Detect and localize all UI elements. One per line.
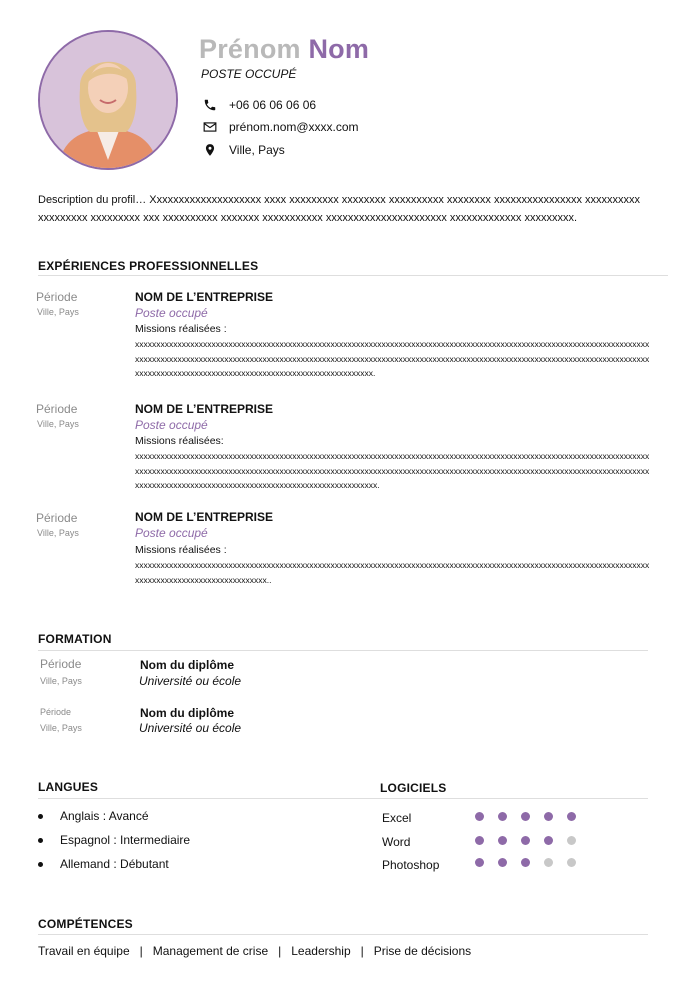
email-address: prénom.nom@xxxx.com <box>229 120 359 134</box>
language-item <box>38 833 190 847</box>
full-name <box>199 34 369 65</box>
software-rating <box>475 836 590 845</box>
rating-dot-filled <box>521 836 530 845</box>
contact-phone <box>203 98 316 112</box>
skills-title: COMPÉTENCES <box>38 917 133 931</box>
map-pin-icon <box>203 143 217 157</box>
bullet-icon <box>38 814 43 819</box>
period: Période <box>40 657 82 671</box>
company-name: NOM DE L’ENTREPRISE <box>135 510 274 524</box>
last-name: Nom <box>308 34 370 64</box>
company-name: NOM DE L’ENTREPRISE <box>135 290 274 304</box>
language-text: Espagnol : Intermediaire <box>60 833 191 847</box>
skills-divider <box>38 934 648 935</box>
bullet-icon <box>38 862 43 867</box>
position: Poste occupé <box>135 306 208 320</box>
rating-dot-filled <box>544 836 553 845</box>
school-name: Université ou école <box>139 721 242 735</box>
phone-icon <box>203 98 217 112</box>
language-text: Anglais : Avancé <box>60 809 149 823</box>
rating-dot-empty <box>567 858 576 867</box>
rating-dot-empty <box>544 858 553 867</box>
company-name: NOM DE L’ENTREPRISE <box>135 402 274 416</box>
rating-dot-filled <box>498 812 507 821</box>
languages-divider <box>38 798 648 799</box>
rating-dot-filled <box>498 836 507 845</box>
rating-dot-filled <box>475 836 484 845</box>
missions-text: xxxxxxxxxxxxxxxxxxxxxxxxxxxxxxxxxxxxxxxxxxxxxxxxxxxxxxxxxxxxxxxxxxxxxxxxxxxxxxxxxxxxxxxxxxxxxxxxxxxxxxxxxxxxxxxxxxxxxxxxxxxxxxxxxxxxxxxxxxxxxxxxxxxxxxxxxxxxxxxxxxxxxxxxxxxxxxxxxxxxxxxxxxxxxxxxxxxxxxxxxxxxxxxxxxxxxxxxxxxxxxxxxxxxxxxxxxxxxxxxxxxxxxxxxxxxxxxxxxxxxxxxxxxxxxxxxxxxxxxxxxxxxxxxxxxxxxxxxx. <box>135 339 650 378</box>
period: Période <box>36 290 78 304</box>
profile-description: Description du profil… Xxxxxxxxxxxxxxxxxxxx xxxx xxxxxxxxx xxxxxxxx xxxxxxxxxx xxxxxxxx xxxxxxxxxxxxxxxx xxxxxxxxxx xxxxxxxxx xxxxxxxxx xxx xxxxxxxxxx xxxxxxx xxxxxxxxxxx xxxxxxxxxxxxxxxxxxxxxx xxxxxxxxxxxxx xxxxxxxxx. <box>38 194 640 224</box>
city: Ville, Pays <box>40 723 82 733</box>
software-name: Photoshop <box>382 858 440 872</box>
language-text: Allemand : Débutant <box>60 857 169 871</box>
position: Poste occupé <box>135 526 208 540</box>
missions-text: xxxxxxxxxxxxxxxxxxxxxxxxxxxxxxxxxxxxxxxxxxxxxxxxxxxxxxxxxxxxxxxxxxxxxxxxxxxxxxxxxxxxxxxxxxxxxxxxxxxxxxxxxxxxxxxxxxxxxxxxxxxxxxxxxxxxxxxxxxxxxxxxxxxxxxxx.. <box>135 560 650 585</box>
city: Ville, Pays <box>37 528 79 538</box>
period: Période <box>36 511 78 525</box>
person-photo-icon <box>40 32 176 168</box>
degree-name: Nom du diplôme <box>140 658 234 672</box>
rating-dot-empty <box>567 836 576 845</box>
city: Ville, Pays <box>37 419 79 429</box>
missions-text: xxxxxxxxxxxxxxxxxxxxxxxxxxxxxxxxxxxxxxxxxxxxxxxxxxxxxxxxxxxxxxxxxxxxxxxxxxxxxxxxxxxxxxxxxxxxxxxxxxxxxxxxxxxxxxxxxxxxxxxxxxxxxxxxxxxxxxxxxxxxxxxxxxxxxxxxxxxxxxxxxxxxxxxxxxxxxxxxxxxxxxxxxxxxxxxxxxxxxxxxxxxxxxxxxxxxxxxxxxxxxxxxxxxxxxxxxxxxxxxxxxxxxxxxxxxxxxxxxxxxxxxxxxxxxxxxxxxxxxxxxxxxxxxxxxxxxxxxxxx. <box>135 451 650 490</box>
software-rating <box>475 858 590 867</box>
software-name: Excel <box>382 811 412 825</box>
envelope-icon <box>203 120 217 134</box>
software-name: Word <box>382 835 411 849</box>
missions-label: Missions réalisées: <box>135 435 224 447</box>
contact-location <box>203 143 285 157</box>
rating-dot-filled <box>521 858 530 867</box>
rating-dot-filled <box>498 858 507 867</box>
profile-photo <box>38 30 178 170</box>
experience-divider <box>38 275 668 276</box>
degree-name: Nom du diplôme <box>140 706 234 720</box>
first-name: Prénom <box>199 34 301 64</box>
rating-dot-filled <box>475 812 484 821</box>
education-title: FORMATION <box>38 632 112 646</box>
period: Période <box>40 707 72 717</box>
position: Poste occupé <box>135 418 208 432</box>
location-text: Ville, Pays <box>229 143 285 157</box>
language-item <box>38 809 149 823</box>
city: Ville, Pays <box>37 307 79 317</box>
rating-dot-filled <box>521 812 530 821</box>
school-name: Université ou école <box>139 674 242 688</box>
rating-dot-filled <box>544 812 553 821</box>
experience-title: EXPÉRIENCES PROFESSIONNELLES <box>38 259 259 273</box>
software-title: LOGICIELS <box>380 781 447 795</box>
missions-label: Missions réalisées : <box>135 544 227 556</box>
contact-email <box>203 120 359 134</box>
rating-dot-filled <box>567 812 576 821</box>
language-item <box>38 857 169 871</box>
period: Période <box>36 402 78 416</box>
city: Ville, Pays <box>40 676 82 686</box>
phone-number: +06 06 06 06 06 <box>229 98 317 112</box>
languages-title: LANGUES <box>38 780 99 794</box>
job-title: POSTE OCCUPÉ <box>201 67 297 81</box>
rating-dot-filled <box>475 858 484 867</box>
education-divider <box>38 650 648 651</box>
missions-label: Missions réalisées : <box>135 323 227 335</box>
software-rating <box>475 812 590 821</box>
skills-list: Travail en équipe | Management de crise | Leadership | Prise de décisions <box>38 944 472 958</box>
bullet-icon <box>38 838 43 843</box>
